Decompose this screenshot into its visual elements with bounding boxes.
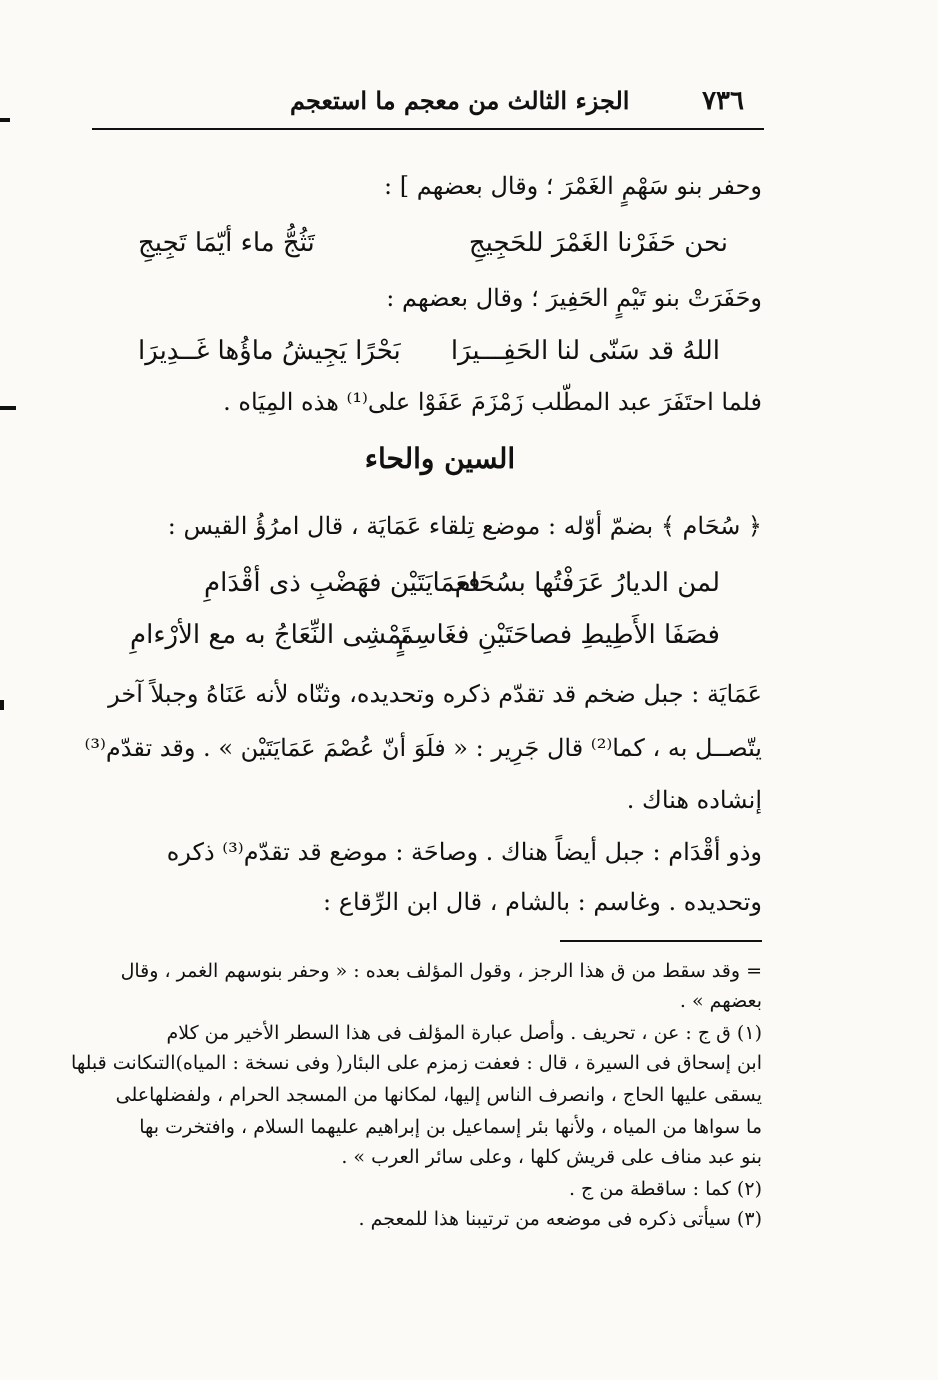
running-title: الجزء الثالث من معجم ما استعجم [290, 86, 630, 115]
verse-hemistich: لمن الديارُ عَرَفْتُها بسُحَام [454, 568, 720, 598]
footnote-line: = وقد سقط من ق هذا الرجز ، وقول المؤلف بعده : « وحفر بنوسهم الغمر ، وقال [120, 960, 762, 982]
footnote-rule [560, 940, 762, 942]
footnote-line: بنو عبد مناف على قريش كلها ، وعلى سائر العرب » . [341, 1146, 762, 1168]
section-heading: السين والحاء [364, 442, 516, 475]
footnote-line: يسقى عليها الحاج ، وانصرف الناس إليها، لمكانها من المسجد الحرام ، ولفضلهاعلى [115, 1084, 762, 1106]
verse [100, 620, 720, 660]
footnote-line: (١) ق ج : عن ، تحريف . وأصل عبارة المؤلف فى هذا السطر الأخير من كلام [166, 1022, 762, 1044]
verse [100, 568, 720, 608]
margin-mark [0, 700, 4, 710]
header-rule [92, 128, 764, 130]
margin-mark [0, 118, 10, 122]
footnote-line: بعضهم » . [679, 990, 762, 1012]
body-line: وذو أقْدَام : جبل أيضاً هناك . وصاحَة : موضع قد تقدّم⁽³⁾ ذكره [166, 838, 762, 866]
verse-hemistich: تَمْشِى النِّعَاجُ به مع الأرْءامِ [130, 620, 410, 650]
page-header [92, 78, 762, 126]
verse-hemistich: نحن حَفَرْنا الغَمْرَ للحَجِيجِ [468, 228, 728, 258]
verse-hemistich: اللهُ قد سَنّى لنا الحَفِـــيرَا [450, 336, 720, 366]
footnote-line: ما سواها من المياه ، ولأنها بئر إسماعيل بن إبراهيم عليهما السلام ، وافتخرت بها [139, 1116, 762, 1138]
verse [100, 228, 728, 268]
verse-hemistich: بَحْرًا يَجِيشُ ماؤُها غَــدِيرَا [138, 336, 401, 366]
body-line: يتّصــل به ، كما⁽²⁾ قال جَرِير : « فلَوَ أنّ عُصْمَ عَمَايَتَيْن » . وقد تقدّم⁽³⁾ [84, 734, 762, 762]
body-line: وتحديده . وغاسم : بالشام ، قال ابن الرِّقاع : [322, 888, 762, 916]
body-line: إنشاده هناك . [626, 786, 762, 814]
page-number: ٧٣٦ [702, 86, 744, 116]
body-line: فلما احتَفَرَ عبد المطّلب زَمْزَمَ عَفَوْا على⁽¹⁾ هذه المِيَاه . [223, 388, 762, 416]
body-line: وحَفَرَتْ بنو تَيْمٍ الحَفِيرَ ؛ وقال بعضهم : [386, 284, 762, 312]
verse-hemistich: فعَمَايَتَيْن فهَضْبِ ذى أقْدَامِ [204, 568, 481, 598]
verse-hemistich: فصَفَا الأَطِيطِ فصاحَتَيْنِ فغَاسِمٍ [397, 620, 720, 650]
body-line: وحفر بنو سَهْمٍ الغَمْرَ ؛ وقال بعضهم ] : [384, 172, 762, 200]
footnote-line: (٢) كما : ساقطة من ج . [568, 1178, 762, 1200]
verse [100, 336, 720, 376]
body-line: عَمَايَة : جبل ضخم قد تقدّم ذكره وتحديده، وثنّاه لأنه عَنَاهُ وجبلاً آخر [108, 680, 762, 708]
verse-hemistich: تَثُجُّ ماء أيّمَا تَجِيجِ [138, 228, 315, 258]
entry-headword-line: ﴿ سُحَام ﴾ بضمّ أوّله : موضع تِلقاء عَمَايَة ، قال امرُؤُ القيس : [167, 512, 762, 540]
margin-mark [0, 406, 16, 410]
footnote-line: (٣) سيأتى ذكره فى موضعه من ترتيبنا هذا للمعجم . [358, 1208, 762, 1230]
footnote-line: ابن إسحاق فى السيرة ، قال : فعفت زمزم على البئار( وفى نسخة : المياه)التىكانت قبلها [71, 1052, 762, 1074]
